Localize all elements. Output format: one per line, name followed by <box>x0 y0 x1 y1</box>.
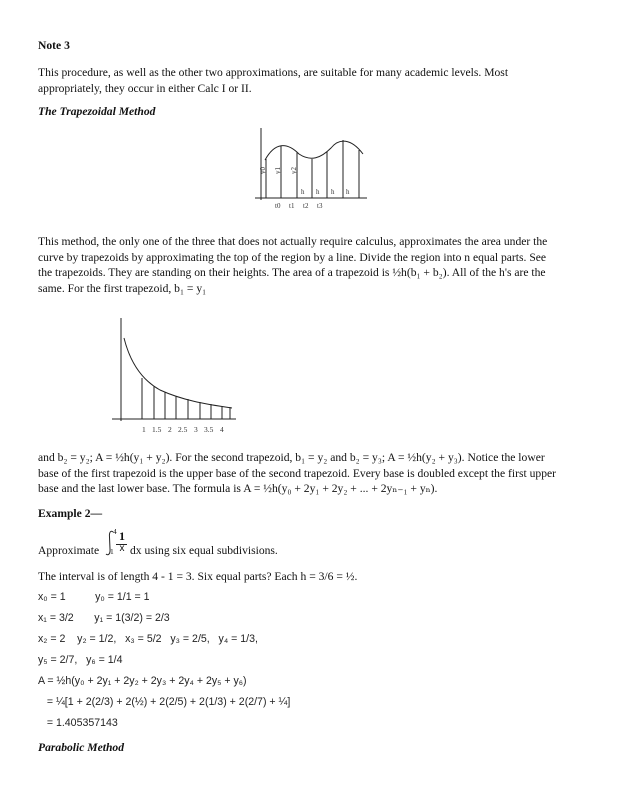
math-line: = 1.405357143 <box>38 717 118 729</box>
fig2-x-label: 3 <box>194 425 198 434</box>
integral-lower-limit: 1 <box>110 547 114 556</box>
fig1-x-label: t0 <box>275 202 281 210</box>
body1-line: the trapezoids. They are standing on their heights. The area of a trapezoid is ½h(b₁ + b₂). All of the h's are the <box>38 266 546 279</box>
body1-line: same. For the first trapezoid, b₁ = y₁ <box>38 281 207 295</box>
fig2-x-label: 3.5 <box>204 425 214 434</box>
body-paragraph-2 <box>38 450 578 497</box>
body2-line: base and the last lower base. The formula is A = ½h(y₀ + 2y₁ + 2y₂ + ... + 2yₙ₋₁ + yₙ). <box>38 482 438 495</box>
fig1-h-label: h <box>346 188 350 196</box>
figure-reciprocal-curve <box>112 318 242 440</box>
fig2-x-label: 2 <box>168 425 172 434</box>
note-heading: Note 3 <box>38 39 70 52</box>
fig1-h-label: h <box>301 188 305 196</box>
math-line: = ¼[1 + 2(2/3) + 2(½) + 2(2/5) + 2(1/3) + 2(2/7) + ¼] <box>38 696 291 708</box>
body2-line: base of the first trapezoid is the upper base of the second trapezoid. Every base is doubled except the first upper <box>38 466 556 480</box>
fig1-h-label: h <box>331 188 335 196</box>
math-line: x₀ = 1 y₀ = 1/1 = 1 <box>38 591 150 603</box>
fraction-numerator: 1 <box>119 529 125 543</box>
body1-line: This method, the only one of the three that does not actually require calculus, approximates the area under the <box>38 235 548 248</box>
math-line: y₅ = 2/7, y₆ = 1/4 <box>38 654 123 666</box>
fig1-y-label: y2 <box>290 167 298 174</box>
approximate-suffix: dx using six equal subdivisions. <box>130 544 278 557</box>
section-title-trapezoidal: The Trapezoidal Method <box>38 105 156 118</box>
math-line: x₂ = 2 y₂ = 1/2, x₃ = 5/2 y₃ = 2/5, y₄ = 1/3, <box>38 633 258 645</box>
fig1-x-label: t1 <box>289 202 295 210</box>
fig1-x-label: t3 <box>317 202 323 210</box>
approximate-label: Approximate <box>38 544 100 557</box>
fig1-y-label: y1 <box>274 167 282 174</box>
body-paragraph-1 <box>38 234 578 296</box>
math-line: x₁ = 3/2 y₁ = 1(3/2) = 2/3 <box>38 612 170 624</box>
example-title: Example 2— <box>38 507 103 520</box>
fig1-h-label: h <box>316 188 320 196</box>
fig2-x-label: 1.5 <box>152 425 162 434</box>
fig2-curve <box>124 338 232 408</box>
fig1-x-label: t2 <box>303 202 309 210</box>
intro-line-2: appropriately, they occur in either Calc I or II. <box>38 81 252 95</box>
fig2-x-label: 1 <box>142 425 146 434</box>
figure-trapezoid-sketch <box>255 128 370 213</box>
section-title-parabolic: Parabolic Method <box>38 741 124 754</box>
fraction-denominator: x <box>119 543 125 554</box>
interval-line: The interval is of length 4 - 1 = 3. Six equal parts? Each h = 3/6 = ½. <box>38 570 358 583</box>
integral-upper-limit: 4 <box>113 527 117 536</box>
body1-line: curve by trapezoids by approximating the top of the region by a line. Divide the region into n equal parts. See <box>38 250 547 264</box>
fig2-x-label: 4 <box>220 425 224 434</box>
fig1-y-label: y0 <box>259 167 267 174</box>
intro-line-1: This procedure, as well as the other two approximations, are suitable for many academic levels. Most <box>38 66 509 79</box>
fig2-x-label: 2.5 <box>178 425 188 434</box>
fig1-curve <box>265 141 363 160</box>
math-line: A = ½h(y₀ + 2y₁ + 2y₂ + 2y₃ + 2y₄ + 2y₅ + y₆) <box>38 675 247 687</box>
body2-line: and b₂ = y₂; A = ½h(y₁ + y₂). For the second trapezoid, b₁ = y₂ and b₂ = y₃; A = ½h(y₂ + y₃). Notice the lower <box>38 451 545 464</box>
intro-paragraph <box>38 65 578 96</box>
